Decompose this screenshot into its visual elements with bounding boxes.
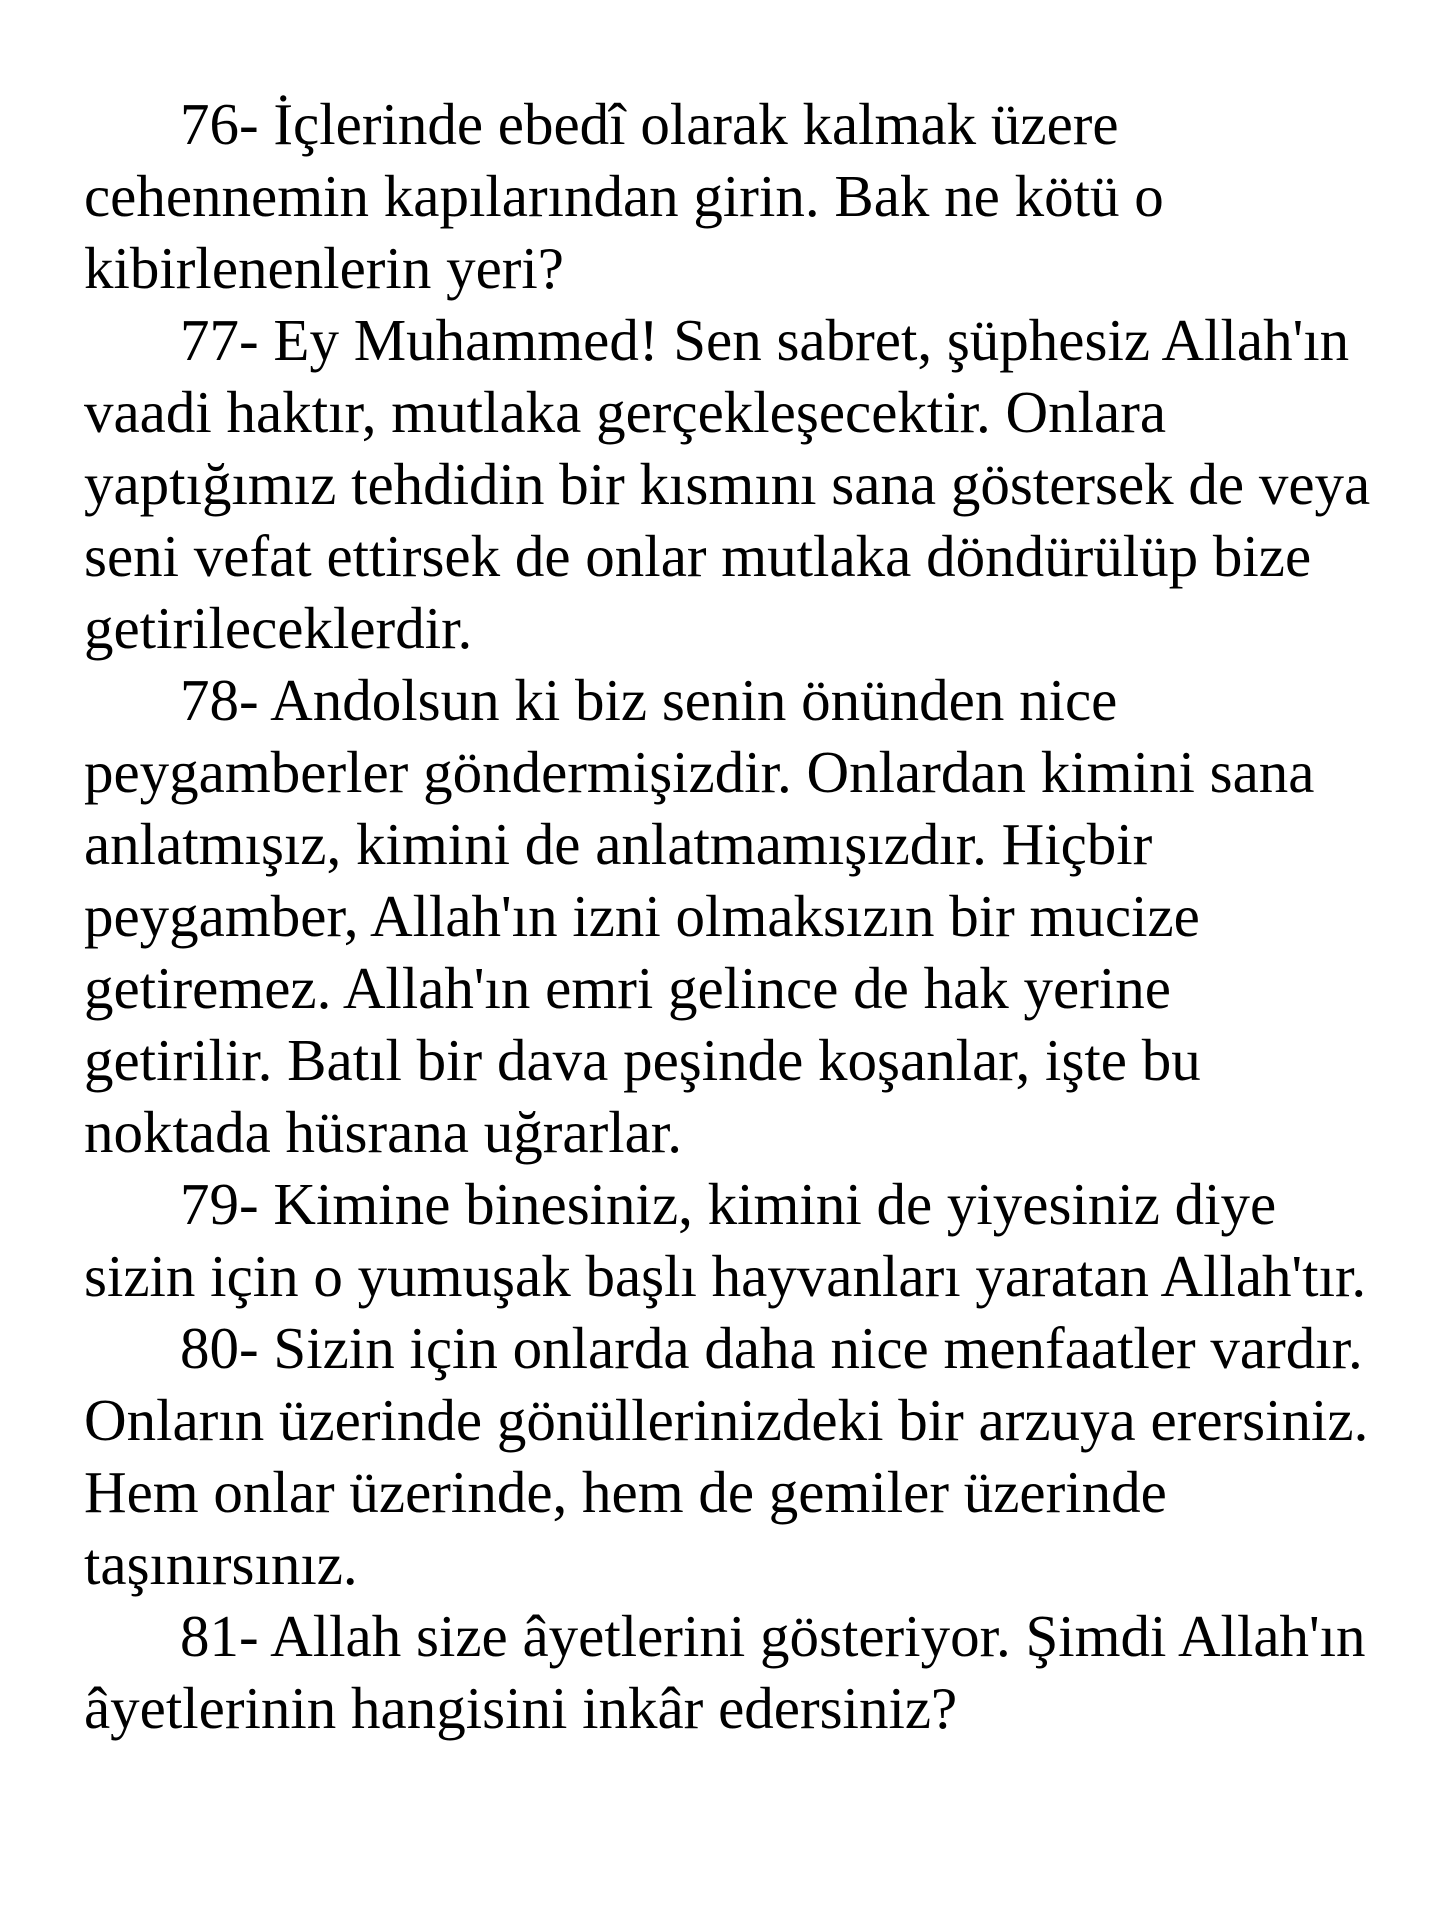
verse-number: 76- xyxy=(180,91,274,157)
verse-76 xyxy=(84,88,1374,304)
verse-80 xyxy=(84,1312,1374,1600)
document-page xyxy=(84,88,1374,1744)
verse-text: İçlerinde ebedî olarak kalmak üzere cehennemin kapılarından girin. Bak ne kötü o kibirlenenlerin yeri? xyxy=(84,91,1164,301)
verse-text: Kimine binesiniz, kimini de yiyesiniz diye sizin için o yumuşak başlı hayvanları yaratan Allah'tır. xyxy=(84,1171,1367,1309)
verse-number: 79- xyxy=(180,1171,274,1237)
verse-81 xyxy=(84,1600,1374,1744)
verse-number: 80- xyxy=(180,1315,274,1381)
verse-text: Ey Muhammed! Sen sabret, şüphesiz Allah'ın vaadi haktır, mutlaka gerçekleşecektir. Onlara yaptığımız tehdidin bir kısmını sana göstersek de veya seni vefat ettirsek de onlar mutlaka döndürülüp bize getirileceklerdir. xyxy=(84,307,1371,661)
verse-number: 78- xyxy=(180,667,271,733)
verse-77 xyxy=(84,304,1374,664)
verse-text: Sizin için onlarda daha nice menfaatler vardır. Onların üzerinde gönüllerinizdeki bir arzuya erersiniz. Hem onlar üzerinde, hem de gemiler üzerinde taşınırsınız. xyxy=(84,1315,1369,1597)
verse-text: Allah size âyetlerini gösteriyor. Şimdi Allah'ın âyetlerinin hangisini inkâr edersiniz? xyxy=(84,1603,1366,1741)
verse-number: 81- xyxy=(180,1603,271,1669)
verse-text: Andolsun ki biz senin önünden nice peygamberler göndermişizdir. Onlardan kimini sana anlatmışız, kimini de anlatmamışızdır. Hiçbir peygamber, Allah'ın izni olmaksızın bir mucize getiremez. Allah'ın emri gelince de hak yerine getirilir. Batıl bir dava peşinde koşanlar, işte bu noktada hüsrana uğrarlar. xyxy=(84,667,1315,1165)
verse-78 xyxy=(84,664,1374,1168)
verse-number: 77- xyxy=(180,307,274,373)
verse-79 xyxy=(84,1168,1374,1312)
